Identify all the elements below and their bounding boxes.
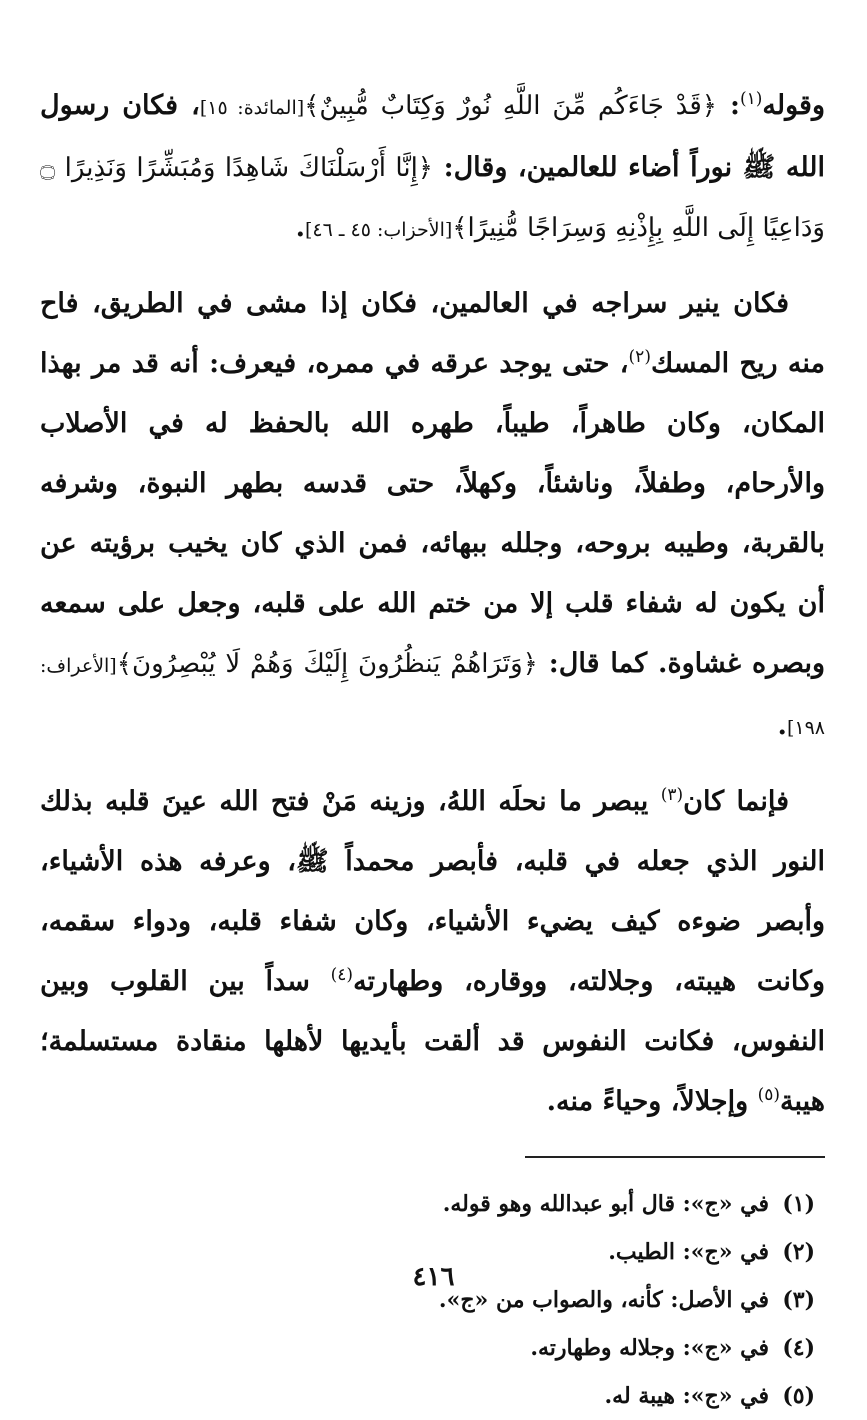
text-run: وقوله (762, 90, 825, 121)
text-run: ، فكان رسول الله ﷺ نوراً أضاء للعالمين، وقال: (40, 90, 825, 183)
body-text (40, 76, 825, 1132)
footnote-number: (٤) (782, 1335, 815, 1361)
footnote-number: (١) (782, 1191, 815, 1217)
footnote-separator (525, 1156, 825, 1158)
text-run: سداً بين القلوب وبين النفوس، فكانت النفوس قد ألقت بأيديها لأهلها منقادة مستسلمة؛ هيبة (40, 966, 825, 1117)
footnote-item (40, 1372, 825, 1420)
footnote-marker: (٤) (330, 965, 354, 985)
verse-reference: [المائدة: ١٥] (199, 97, 305, 119)
quran-verse: ﴿قَدْ جَاءَكُم مِّنَ اللَّهِ نُورٌ وَكِتَابٌ مُّبِينٌ﴾ (304, 91, 717, 121)
paragraph (40, 76, 825, 260)
footnote-text: في «ج»: قال أبو عبدالله وهو قوله. (442, 1191, 769, 1217)
footnotes-list (40, 1180, 825, 1420)
paragraph (40, 274, 825, 758)
footnote-number: (٣) (782, 1287, 815, 1313)
text-run: : (717, 90, 740, 121)
text-run: يبصر ما نحلَه اللهُ، وزينه مَنْ فتح الله عينَ قلبه بذلك النور الذي جعله في قلبه، فأبصر محمداً ﷺ، وعرفه هذه الأشياء، وأبصر ضوءه كيف يضيء الأشياء، وكان شفاء قلبه، ودواء سقمه، وكانت هيبته، وجلالته، ووقاره، وطهارته (40, 786, 825, 997)
text-run: . (295, 212, 305, 243)
text-run: ، حتى يوجد عرقه في ممره، فيعرف: أنه قد مر بهذا المكان، وكان طاهراً، طيباً، طهره الله بالحفظ له في الأصلاب والأرحام، وطفلاً، وناشئاً، وكهلاً، حتى قدسه بطهر النبوة، وشرفه بالقربة، وطيبه بروحه، وجلله ببهائه، فمن الذي كان يخيب برؤيته عن أن يكون له شفاء قلب إلا من ختم الله على قلبه، وجعل على سمعه وبصره غشاوة. كما قال: (40, 348, 825, 679)
footnote-marker: (٥) (757, 1085, 780, 1105)
footnote-item (40, 1324, 825, 1372)
quran-verse: ﴿إِنَّا أَرْسَلْنَاكَ شَاهِدًا وَمُبَشِّرًا وَنَذِيرًا ۝ وَدَاعِيًا إِلَى اللَّهِ بِإِذْنِهِ وَسِرَاجًا مُّنِيرًا﴾ (40, 153, 825, 243)
page-number: ٤١٦ (412, 1262, 455, 1292)
footnote-item (40, 1180, 825, 1228)
verse-reference: [الأحزاب: ٤٥ ـ ٤٦] (304, 219, 453, 241)
footnote-marker: (١) (739, 89, 763, 109)
paragraph (40, 772, 825, 1132)
footnote-marker: (٣) (660, 785, 684, 805)
book-page (40, 76, 826, 1409)
footnote-text: في «ج»: وجلاله وطهارته. (530, 1335, 769, 1361)
footnote-marker: (٢) (628, 347, 651, 367)
footnote-text: في الأصل: كأنه، والصواب من «ج». (438, 1287, 769, 1313)
text-run: . (777, 710, 787, 741)
text-run: فإنما كان (683, 786, 789, 817)
text-run: فكان ينير سراجه في العالمين، فكان إذا مشى في الطريق، فاح منه ريح المسك (40, 288, 826, 379)
footnote-number: (٥) (782, 1383, 815, 1409)
text-run: وإجلالاً، وحياءً منه. (546, 1086, 758, 1117)
footnote-text: في «ج»: هيبة له. (604, 1383, 769, 1409)
verse-reference: [الأعراف: ١٩٨] (40, 655, 825, 739)
footnote-number: (٢) (782, 1239, 815, 1265)
footnote-text: في «ج»: الطيب. (608, 1239, 769, 1265)
quran-verse: ﴿وَتَرَاهُمْ يَنظُرُونَ إِلَيْكَ وَهُمْ لَا يُبْصِرُونَ﴾ (116, 649, 538, 679)
